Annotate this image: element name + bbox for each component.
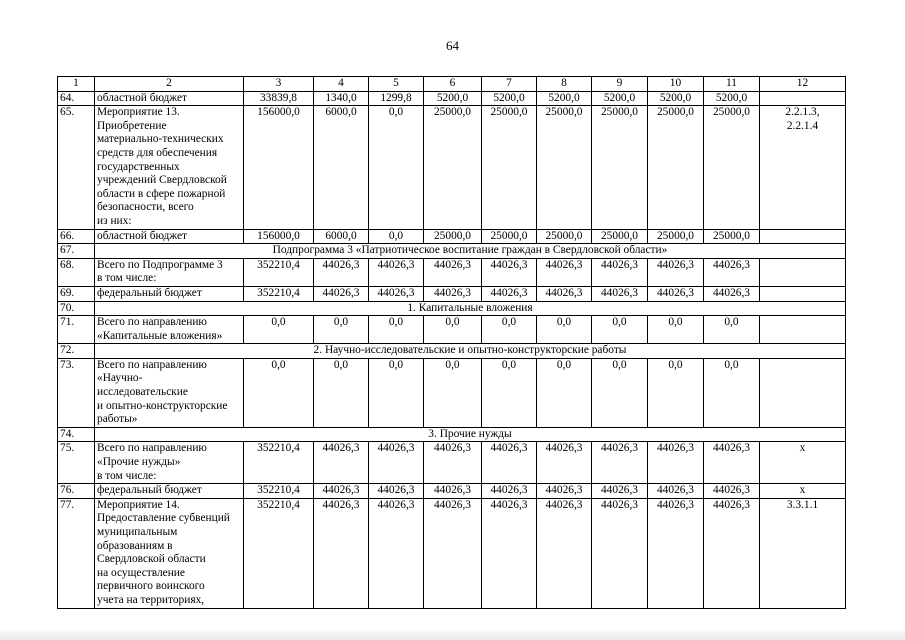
- description-line: «Капитальные вложения»: [97, 329, 223, 342]
- value-cell: 44026,3: [369, 498, 424, 608]
- value-cell: 44026,3: [314, 498, 369, 608]
- reference-line: 2.2.1.3,: [785, 106, 820, 119]
- row-description: [95, 442, 244, 484]
- section-title: 1. Капитальные вложения: [95, 301, 846, 316]
- value-cell: 25000,0: [704, 229, 760, 244]
- value-cell: 0,0: [369, 358, 424, 427]
- column-header: 11: [704, 77, 760, 92]
- table-row: [58, 316, 846, 344]
- value-cell: 44026,3: [482, 484, 537, 499]
- column-header: 9: [592, 77, 648, 92]
- value-cell: 44026,3: [314, 258, 369, 286]
- description-line: исследовательские: [97, 386, 188, 399]
- value-cell: 0,0: [648, 316, 704, 344]
- column-header: 4: [314, 77, 369, 92]
- value-cell: 5200,0: [648, 91, 704, 106]
- description-line: на осуществление: [97, 566, 185, 579]
- value-cell: 0,0: [482, 316, 537, 344]
- row-number: 75.: [58, 442, 95, 484]
- table-row: [58, 498, 846, 608]
- reference-cell: [760, 498, 846, 608]
- value-cell: 44026,3: [424, 498, 482, 608]
- row-description: [95, 484, 244, 499]
- value-cell: 0,0: [244, 316, 314, 344]
- value-cell: 352210,4: [244, 258, 314, 286]
- value-cell: 44026,3: [592, 442, 648, 484]
- value-cell: 44026,3: [592, 286, 648, 301]
- value-cell: 44026,3: [592, 484, 648, 499]
- value-cell: 0,0: [537, 358, 592, 427]
- value-cell: 25000,0: [537, 106, 592, 229]
- value-cell: 5200,0: [704, 91, 760, 106]
- value-cell: 0,0: [648, 358, 704, 427]
- value-cell: 0,0: [704, 316, 760, 344]
- row-number: 68.: [58, 258, 95, 286]
- value-cell: 156000,0: [244, 229, 314, 244]
- value-cell: 44026,3: [314, 442, 369, 484]
- table-row: [58, 286, 846, 301]
- value-cell: 25000,0: [648, 229, 704, 244]
- value-cell: 44026,3: [537, 484, 592, 499]
- description-line: области в сфере пожарной: [97, 187, 226, 200]
- value-cell: 6000,0: [314, 229, 369, 244]
- description-line: Предоставление субвенций: [97, 512, 230, 525]
- value-cell: 44026,3: [648, 484, 704, 499]
- table-row: [58, 258, 846, 286]
- column-header: 8: [537, 77, 592, 92]
- row-description: [95, 91, 244, 106]
- column-header: 1: [58, 77, 95, 92]
- value-cell: 44026,3: [537, 286, 592, 301]
- description-line: из них:: [97, 214, 132, 227]
- row-description: [95, 229, 244, 244]
- row-number: 66.: [58, 229, 95, 244]
- reference-cell: [760, 484, 846, 499]
- row-description: [95, 358, 244, 427]
- description-line: «Научно-: [97, 372, 143, 385]
- reference-cell: [760, 286, 846, 301]
- description-line: работы»: [97, 413, 138, 426]
- description-line: «Прочие нужды»: [97, 456, 181, 469]
- value-cell: 0,0: [314, 358, 369, 427]
- reference-cell: [760, 91, 846, 106]
- value-cell: 44026,3: [648, 442, 704, 484]
- table-row: [58, 106, 846, 229]
- value-cell: 0,0: [244, 358, 314, 427]
- value-cell: 25000,0: [592, 229, 648, 244]
- column-header: 7: [482, 77, 537, 92]
- table-row: [58, 442, 846, 484]
- description-line: учета на территориях,: [97, 593, 205, 606]
- value-cell: 0,0: [592, 358, 648, 427]
- description-line: Мероприятие 13.: [97, 106, 180, 119]
- value-cell: 44026,3: [424, 484, 482, 499]
- description-line: в том числе:: [97, 272, 157, 285]
- reference-cell: [760, 358, 846, 427]
- value-cell: 44026,3: [704, 442, 760, 484]
- row-number: 74.: [58, 427, 95, 442]
- value-cell: 44026,3: [704, 498, 760, 608]
- budget-table: [57, 76, 846, 609]
- section-title: Подпрограмма 3 «Патриотическое воспитание граждан в Свердловской области»: [95, 244, 846, 259]
- description-line: учреждений Свердловской: [97, 174, 227, 187]
- value-cell: 0,0: [482, 358, 537, 427]
- value-cell: 44026,3: [482, 258, 537, 286]
- header-row: [58, 77, 846, 92]
- reference-line: x: [799, 484, 806, 497]
- row-number: 72.: [58, 344, 95, 359]
- section-title: 3. Прочие нужды: [95, 427, 846, 442]
- value-cell: 352210,4: [244, 286, 314, 301]
- reference-line: 2.2.1.4: [786, 119, 819, 132]
- scan-bottom-edge: [0, 628, 905, 640]
- description-line: и опытно-конструкторские: [97, 399, 228, 412]
- description-line: безопасности, всего: [97, 201, 194, 214]
- value-cell: 352210,4: [244, 442, 314, 484]
- row-number: 77.: [58, 498, 95, 608]
- row-number: 73.: [58, 358, 95, 427]
- reference-cell: [760, 229, 846, 244]
- column-header: 3: [244, 77, 314, 92]
- row-number: 71.: [58, 316, 95, 344]
- value-cell: 5200,0: [592, 91, 648, 106]
- value-cell: 25000,0: [424, 106, 482, 229]
- row-number: 69.: [58, 286, 95, 301]
- value-cell: 44026,3: [537, 442, 592, 484]
- description-line: областной бюджет: [97, 229, 187, 242]
- value-cell: 156000,0: [244, 106, 314, 229]
- section-title: 2. Научно-исследовательские и опытно-конструкторские работы: [95, 344, 846, 359]
- value-cell: 44026,3: [369, 258, 424, 286]
- description-line: Всего по направлению: [97, 316, 207, 329]
- value-cell: 25000,0: [704, 106, 760, 229]
- value-cell: 44026,3: [482, 498, 537, 608]
- column-header: 12: [760, 77, 846, 92]
- row-description: [95, 498, 244, 608]
- row-description: [95, 258, 244, 286]
- value-cell: 44026,3: [424, 442, 482, 484]
- column-header: 10: [648, 77, 704, 92]
- reference-cell: [760, 106, 846, 229]
- column-header: 5: [369, 77, 424, 92]
- column-header: 6: [424, 77, 482, 92]
- value-cell: 25000,0: [424, 229, 482, 244]
- row-description: [95, 316, 244, 344]
- reference-cell: [760, 442, 846, 484]
- value-cell: 6000,0: [314, 106, 369, 229]
- description-line: Свердловской области: [97, 553, 206, 566]
- value-cell: 0,0: [537, 316, 592, 344]
- value-cell: 44026,3: [704, 258, 760, 286]
- value-cell: 25000,0: [592, 106, 648, 229]
- description-line: Мероприятие 14.: [97, 498, 180, 511]
- description-line: областной бюджет: [97, 91, 187, 104]
- reference-cell: [760, 258, 846, 286]
- value-cell: 352210,4: [244, 498, 314, 608]
- value-cell: 5200,0: [424, 91, 482, 106]
- value-cell: 44026,3: [369, 484, 424, 499]
- value-cell: 44026,3: [369, 286, 424, 301]
- value-cell: 44026,3: [537, 498, 592, 608]
- row-number: 67.: [58, 244, 95, 259]
- value-cell: 5200,0: [537, 91, 592, 106]
- page-number: 64: [446, 38, 459, 53]
- section-row: [58, 244, 846, 259]
- value-cell: 0,0: [369, 106, 424, 229]
- value-cell: 44026,3: [424, 258, 482, 286]
- reference-line: x: [799, 442, 806, 455]
- row-description: [95, 286, 244, 301]
- value-cell: 44026,3: [592, 258, 648, 286]
- description-line: федеральный бюджет: [97, 484, 202, 497]
- value-cell: 0,0: [314, 316, 369, 344]
- description-line: средств для обеспечения: [97, 146, 218, 159]
- row-number: 65.: [58, 106, 95, 229]
- value-cell: 1299,8: [369, 91, 424, 106]
- value-cell: 44026,3: [314, 484, 369, 499]
- value-cell: 44026,3: [482, 286, 537, 301]
- value-cell: 0,0: [369, 316, 424, 344]
- reference-cell: [760, 316, 846, 344]
- column-header: 2: [95, 77, 244, 92]
- value-cell: 44026,3: [537, 258, 592, 286]
- description-line: в том числе:: [97, 469, 157, 482]
- value-cell: 0,0: [424, 316, 482, 344]
- value-cell: 44026,3: [482, 442, 537, 484]
- value-cell: 5200,0: [482, 91, 537, 106]
- table-row: [58, 229, 846, 244]
- section-row: [58, 301, 846, 316]
- value-cell: 0,0: [592, 316, 648, 344]
- section-row: [58, 344, 846, 359]
- value-cell: 44026,3: [648, 286, 704, 301]
- description-line: муниципальным: [97, 526, 178, 538]
- description-line: государственных: [97, 160, 180, 173]
- value-cell: 0,0: [704, 358, 760, 427]
- value-cell: 0,0: [369, 229, 424, 244]
- value-cell: 0,0: [424, 358, 482, 427]
- value-cell: 33839,8: [244, 91, 314, 106]
- value-cell: 25000,0: [482, 106, 537, 229]
- table-row: [58, 91, 846, 106]
- value-cell: 25000,0: [648, 106, 704, 229]
- row-number: 70.: [58, 301, 95, 316]
- description-line: Всего по направлению: [97, 442, 207, 455]
- value-cell: 44026,3: [424, 286, 482, 301]
- description-line: Всего по направлению: [97, 358, 207, 371]
- row-description: [95, 106, 244, 229]
- value-cell: 25000,0: [537, 229, 592, 244]
- value-cell: 44026,3: [648, 258, 704, 286]
- description-line: первичного воинского: [97, 580, 205, 593]
- table-row: [58, 484, 846, 499]
- value-cell: 44026,3: [648, 498, 704, 608]
- description-line: Приобретение: [97, 119, 167, 132]
- reference-line: 3.3.1.1: [786, 498, 819, 511]
- value-cell: 44026,3: [704, 286, 760, 301]
- description-line: федеральный бюджет: [97, 286, 202, 299]
- section-row: [58, 427, 846, 442]
- value-cell: 44026,3: [314, 286, 369, 301]
- description-line: образованиям в: [97, 539, 173, 552]
- description-line: Всего по Подпрограмме 3: [97, 258, 223, 271]
- value-cell: 25000,0: [482, 229, 537, 244]
- table-row: [58, 358, 846, 427]
- value-cell: 1340,0: [314, 91, 369, 106]
- row-number: 64.: [58, 91, 95, 106]
- row-number: 76.: [58, 484, 95, 499]
- value-cell: 44026,3: [592, 498, 648, 608]
- description-line: материально-технических: [97, 133, 224, 146]
- value-cell: 44026,3: [704, 484, 760, 499]
- value-cell: 44026,3: [369, 442, 424, 484]
- value-cell: 352210,4: [244, 484, 314, 499]
